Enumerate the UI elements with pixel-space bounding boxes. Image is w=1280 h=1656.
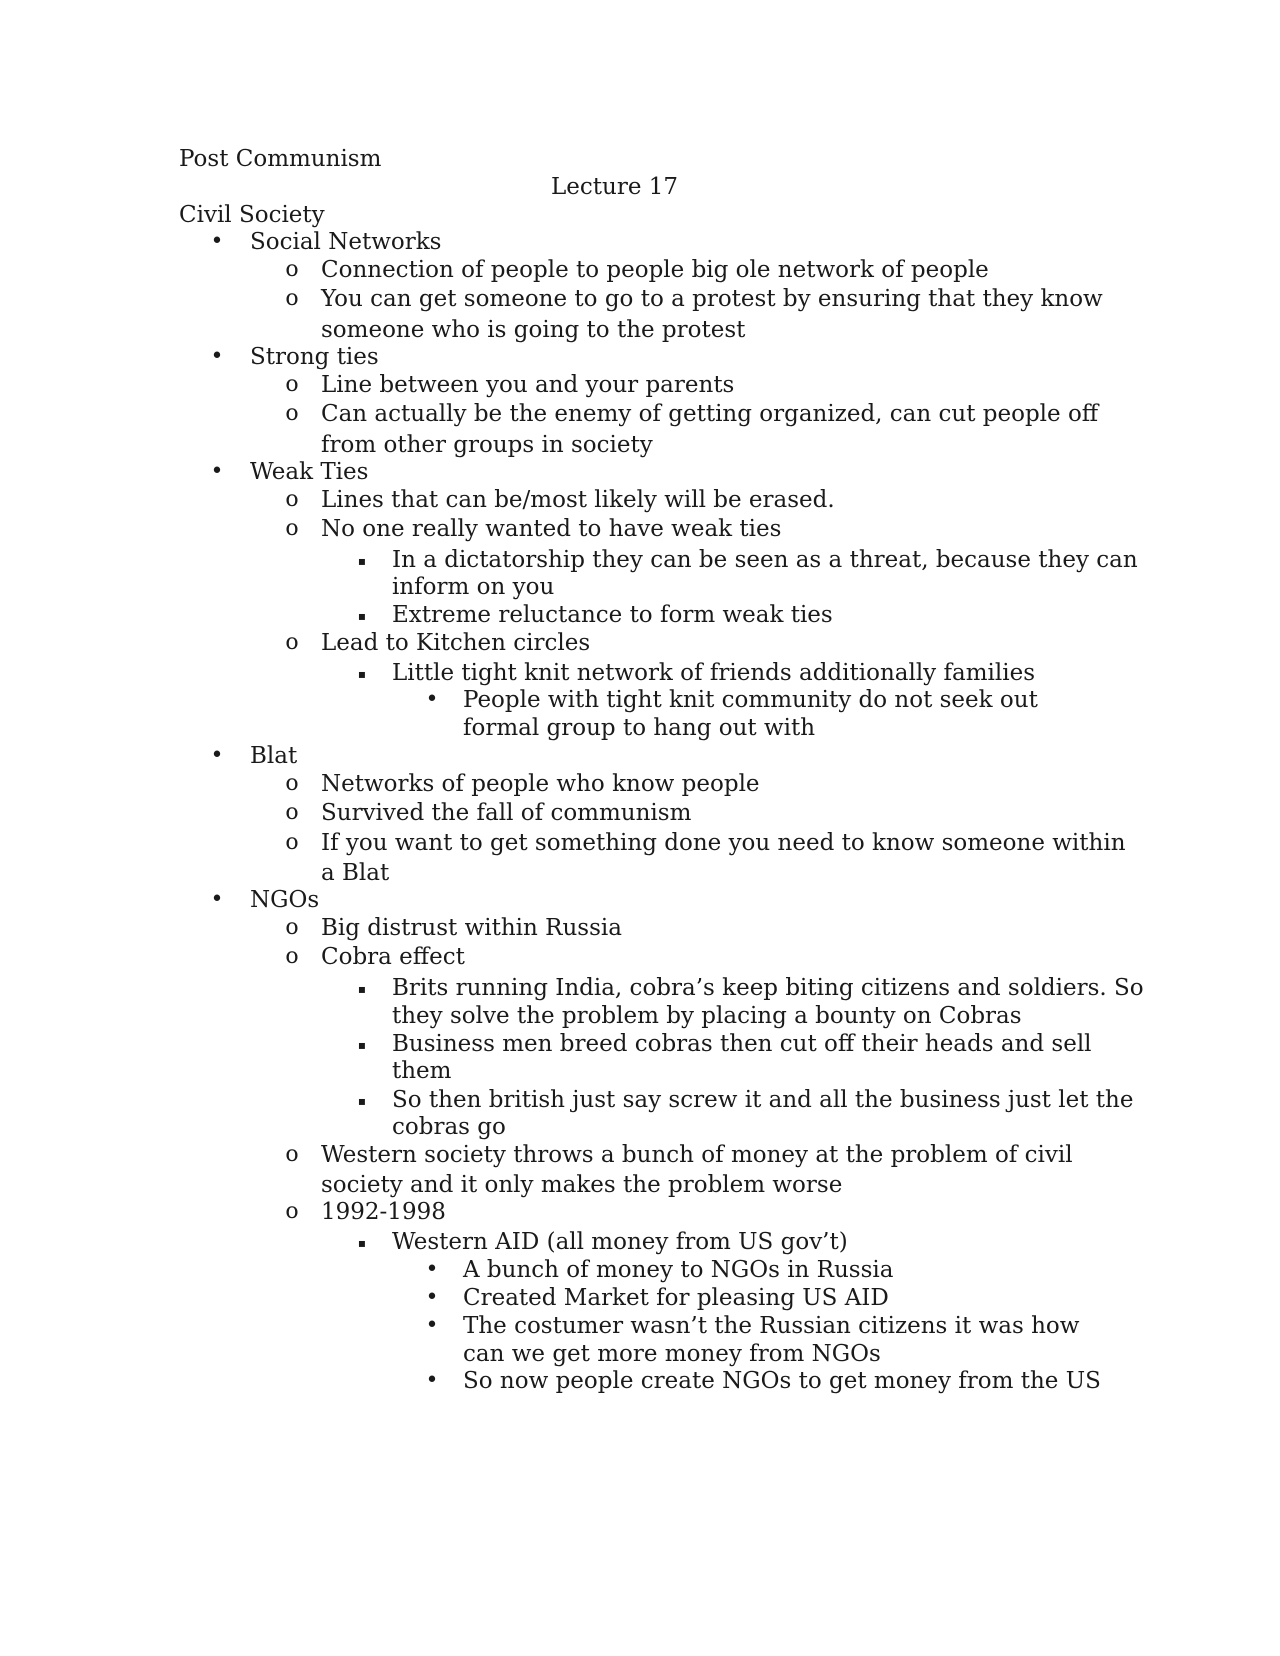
- lecture-title: Lecture 17: [551, 174, 679, 200]
- outline-item-level-4-line: People with tight knit community do not seek out: [463, 687, 1038, 713]
- outline-item-level-2: Cobra effect: [321, 944, 465, 970]
- circle-marker: o: [285, 630, 299, 655]
- outline-item-level-2: Lines that can be/most likely will be erased.: [321, 487, 835, 513]
- square-marker: ▪: [357, 1236, 367, 1250]
- outline-item-level-2-line: from other groups in society: [321, 432, 653, 458]
- bullet-marker: •: [210, 743, 224, 768]
- square-marker: ▪: [357, 609, 367, 623]
- circle-marker: o: [285, 800, 299, 825]
- outline-item-level-3-line: cobras go: [392, 1114, 506, 1140]
- outline-item-level-4-line: can we get more money from NGOs: [463, 1341, 881, 1367]
- outline-item-level-2: Lead to Kitchen circles: [321, 630, 591, 656]
- circle-marker: o: [285, 401, 299, 426]
- outline-item-level-4: So now people create NGOs to get money from the US: [463, 1368, 1101, 1394]
- square-marker: ▪: [357, 554, 367, 568]
- circle-marker: o: [285, 830, 299, 855]
- bullet-marker: •: [425, 1257, 439, 1282]
- circle-marker: o: [285, 1199, 299, 1224]
- course-title: Post Communism: [179, 146, 382, 172]
- outline-item-level-4: A bunch of money to NGOs in Russia: [463, 1257, 894, 1283]
- bullet-marker: •: [425, 1313, 439, 1338]
- outline-item-level-2-line: society and it only makes the problem worse: [321, 1172, 843, 1198]
- bullet-marker: •: [210, 229, 224, 254]
- circle-marker: o: [285, 487, 299, 512]
- square-marker: ▪: [357, 1038, 367, 1052]
- outline-item-level-2: Survived the fall of communism: [321, 800, 692, 826]
- outline-item-level-1: Social Networks: [250, 229, 442, 255]
- circle-marker: o: [285, 257, 299, 282]
- outline-item-level-3: Little tight knit network of friends additionally families: [392, 660, 1036, 686]
- outline-item-level-2: Connection of people to people big ole network of people: [321, 257, 989, 283]
- outline-item-level-4-line: The costumer wasn’t the Russian citizens it was how: [463, 1313, 1080, 1339]
- outline-item-level-3-line: inform on you: [392, 574, 555, 600]
- bullet-marker: •: [210, 459, 224, 484]
- outline-item-level-2-line: someone who is going to the protest: [321, 317, 746, 343]
- outline-item-level-2-line: You can get someone to go to a protest by ensuring that they know: [321, 286, 1103, 312]
- square-marker: ▪: [357, 667, 367, 681]
- outline-item-level-3-line: In a dictatorship they can be seen as a threat, because they can: [392, 547, 1138, 573]
- outline-item-level-2: Line between you and your parents: [321, 372, 735, 398]
- circle-marker: o: [285, 944, 299, 969]
- outline-item-level-3: Extreme reluctance to form weak ties: [392, 602, 833, 628]
- outline-item-level-2: Networks of people who know people: [321, 771, 760, 797]
- circle-marker: o: [285, 372, 299, 397]
- outline-item-level-2-line: a Blat: [321, 860, 390, 886]
- circle-marker: o: [285, 1142, 299, 1167]
- outline-item-level-1: Strong ties: [250, 344, 379, 370]
- outline-item-level-3-line: So then british just say screw it and all the business just let the: [392, 1087, 1134, 1113]
- bullet-marker: •: [425, 1368, 439, 1393]
- outline-item-level-1: NGOs: [250, 887, 320, 913]
- outline-item-level-3-line: them: [392, 1058, 452, 1084]
- outline-item-level-3-line: Brits running India, cobra’s keep biting citizens and soldiers. So: [392, 975, 1144, 1001]
- outline-item-level-4: Created Market for pleasing US AID: [463, 1285, 889, 1311]
- square-marker: ▪: [357, 982, 367, 996]
- circle-marker: o: [285, 516, 299, 541]
- outline-item-level-2-line: Western society throws a bunch of money at the problem of civil: [321, 1142, 1073, 1168]
- outline-item-level-4-line: formal group to hang out with: [463, 715, 816, 741]
- circle-marker: o: [285, 915, 299, 940]
- outline-item-level-2: Big distrust within Russia: [321, 915, 622, 941]
- section-heading: Civil Society: [179, 202, 325, 228]
- outline-item-level-2-line: If you want to get something done you need to know someone within: [321, 830, 1126, 856]
- outline-item-level-3: Western AID (all money from US gov’t): [392, 1229, 848, 1255]
- bullet-marker: •: [425, 687, 439, 712]
- outline-item-level-2: 1992-1998: [321, 1199, 446, 1225]
- outline-item-level-1: Weak Ties: [250, 459, 369, 485]
- bullet-marker: •: [425, 1285, 439, 1310]
- circle-marker: o: [285, 771, 299, 796]
- outline-item-level-1: Blat: [250, 743, 298, 769]
- circle-marker: o: [285, 286, 299, 311]
- outline-item-level-2-line: Can actually be the enemy of getting organized, can cut people off: [321, 401, 1099, 427]
- square-marker: ▪: [357, 1094, 367, 1108]
- outline-item-level-3-line: Business men breed cobras then cut off their heads and sell: [392, 1031, 1092, 1057]
- outline-item-level-2: No one really wanted to have weak ties: [321, 516, 782, 542]
- bullet-marker: •: [210, 887, 224, 912]
- bullet-marker: •: [210, 344, 224, 369]
- outline-item-level-3-line: they solve the problem by placing a bounty on Cobras: [392, 1003, 1022, 1029]
